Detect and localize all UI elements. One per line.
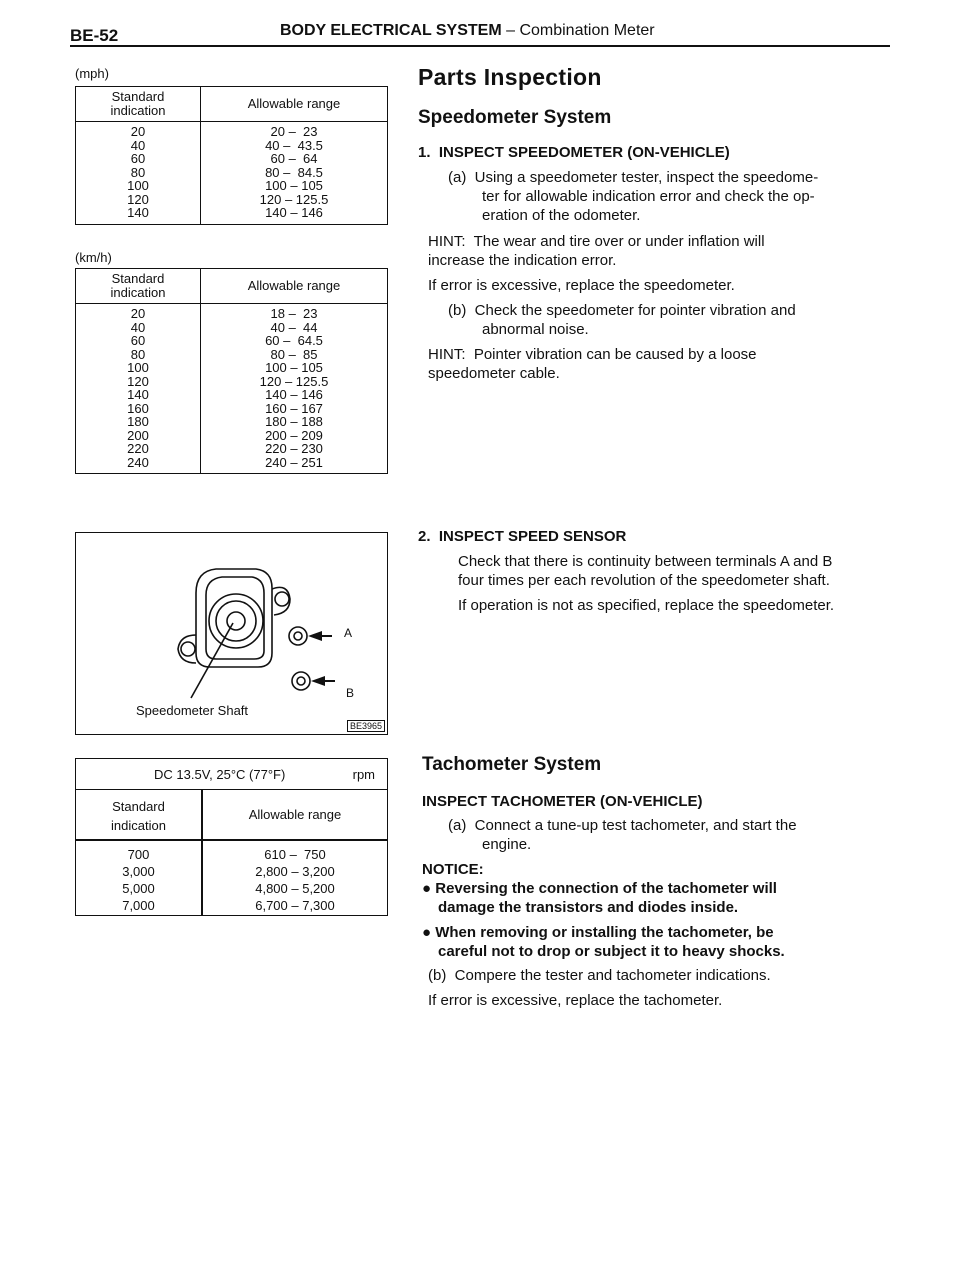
tacho-allowable-values: 610 – 750 2,800 – 3,200 4,800 – 5,200 6,700 – 7,300 <box>255 847 335 913</box>
mph-unit-label: (mph) <box>75 66 109 81</box>
mph-standard-values: 20 40 60 80 100 120 140 <box>76 122 201 225</box>
bullet-dot-icon: ● <box>422 924 432 941</box>
figure-caption: Speedometer Shaft <box>136 703 249 718</box>
step1-heading: 1. INSPECT SPEEDOMETER (ON-VEHICLE) <box>418 144 730 161</box>
mph-col2-header: Allowable range <box>201 87 388 122</box>
tacho-col2-header: Allowable range <box>248 807 342 822</box>
tacho-header-divider <box>76 839 387 841</box>
kmh-col1-header: Standard indication <box>76 269 201 304</box>
hint2-line1: HINT: Pointer vibration can be caused by a loose <box>428 346 757 363</box>
tacho-b-line: (b) Compere the tester and tachometer indications. <box>428 967 771 984</box>
step2-line3: If operation is not as specified, replace the speedometer. <box>458 597 835 614</box>
figure-code: BE3965 <box>347 720 385 732</box>
error1: If error is excessive, replace the speedometer. <box>428 277 735 294</box>
tacho-standard-values: 700 3,000 5,000 7,000 <box>122 847 155 913</box>
hint1-line1: HINT: The wear and tire over or under inflation will <box>428 233 765 250</box>
kmh-allowable-values: 18 – 23 40 – 44 60 – 64.5 80 – 85 100 – 105 120 – 125.5 140 – 146 160 – 167 180 – 188 200 – 209 220 – 230 240 – 251 <box>201 304 388 474</box>
hint1-line2: increase the indication error. <box>428 252 617 269</box>
step1b-line1: (b) Check the speedometer for pointer vibration and <box>448 302 796 319</box>
page-number: BE-52 <box>70 26 119 45</box>
tachometer-heading: Tachometer System <box>422 754 602 775</box>
kmh-spec-table <box>75 268 388 474</box>
notice-label: NOTICE: <box>422 861 484 878</box>
parts-inspection-title: Parts Inspection <box>418 64 602 90</box>
kmh-unit-label: (km/h) <box>75 250 112 265</box>
bullet2-line1: When removing or installing the tachometer, be <box>435 924 774 941</box>
header-rule <box>70 45 890 47</box>
step1a-line1: (a) Using a speedometer tester, inspect the speedome- <box>448 169 819 186</box>
speed-sensor-figure <box>75 532 388 735</box>
hint2-line2: speedometer cable. <box>428 365 560 382</box>
step2-heading: 2. INSPECT SPEED SENSOR <box>418 528 627 545</box>
bullet2-line2: careful not to drop or subject it to heavy shocks. <box>438 943 785 960</box>
terminal-b-label: B <box>346 686 355 700</box>
terminal-a-label: A <box>344 626 353 640</box>
step1a-line3: eration of the odometer. <box>482 207 641 224</box>
subsection-title: – Combination Meter <box>501 22 655 39</box>
tacho-a-line2: engine. <box>482 836 532 853</box>
kmh-standard-values: 20 40 60 80 100 120 140 160 180 200 220 240 <box>76 304 201 474</box>
mph-spec-table <box>75 86 388 225</box>
tacho-step-heading: INSPECT TACHOMETER (ON-VEHICLE) <box>422 793 703 810</box>
mph-col1-header: Standard indication <box>76 87 201 122</box>
speedometer-heading: Speedometer System <box>418 107 612 128</box>
bullet1-line1: Reversing the connection of the tachometer will <box>435 880 777 897</box>
step2-line1: Check that there is continuity between terminals A and B <box>458 553 833 570</box>
step1a-line2: ter for allowable indication error and check the op- <box>482 188 815 205</box>
step1b-line2: abnormal noise. <box>482 321 589 338</box>
tacho-a-line1: (a) Connect a tune-up test tachometer, and start the <box>448 817 797 834</box>
tacho-unit: rpm <box>352 767 375 782</box>
kmh-col2-header: Allowable range <box>201 269 388 304</box>
step2-line2: four times per each revolution of the speedometer shaft. <box>458 572 830 589</box>
notice-bullet1 <box>422 879 777 898</box>
mph-allowable-values: 20 – 23 40 – 43.5 60 – 64 80 – 84.5 100 – 105 120 – 125.5 140 – 146 <box>201 122 388 225</box>
page-title <box>280 22 655 40</box>
tacho-col1-header: Standard indication <box>111 799 166 833</box>
tacho-condition: DC 13.5V, 25°C (77°F) <box>154 767 286 782</box>
section-title: BODY ELECTRICAL SYSTEM <box>280 22 502 39</box>
notice-bullet2 <box>422 923 774 942</box>
tacho-spec-table <box>75 758 388 916</box>
bullet-dot-icon: ● <box>422 880 432 897</box>
bullet1-line2: damage the transistors and diodes inside. <box>438 899 739 916</box>
tacho-error: If error is excessive, replace the tachometer. <box>428 992 723 1009</box>
tacho-condition-row <box>76 759 387 790</box>
